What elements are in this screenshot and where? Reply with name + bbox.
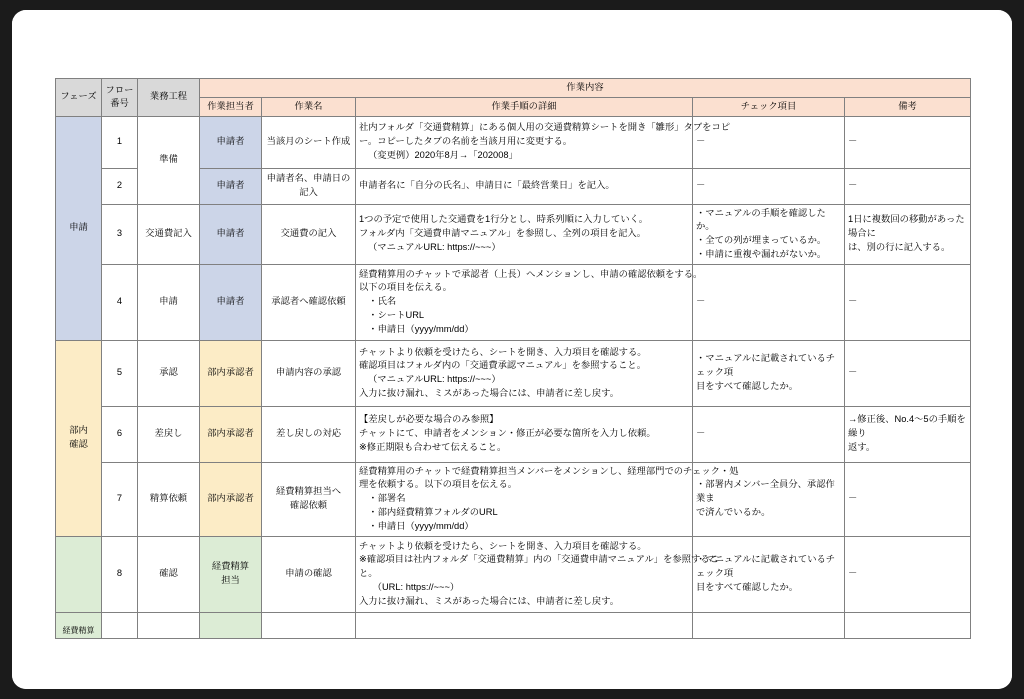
person-cell [200, 536, 262, 612]
header-person: 作業担当者 [200, 97, 262, 116]
person-cell: 申請者 [200, 264, 262, 340]
table-row [56, 116, 971, 168]
check-line: ・部署内メンバー全員分、承認作業ま [696, 479, 835, 504]
process-cell: 精算依頼 [138, 462, 200, 536]
task-name-line2: 確認依頼 [289, 500, 328, 510]
document-canvas [12, 10, 1012, 689]
header-row-top [56, 79, 971, 98]
check-cell [693, 264, 845, 340]
check-line: で済んでいるか。 [696, 506, 771, 517]
remark-cell [845, 116, 971, 168]
remark-line: － [848, 136, 858, 147]
header-remark: 備考 [845, 97, 971, 116]
detail-line: （マニュアルURL: https://~~~） [368, 374, 501, 384]
table-row [56, 340, 971, 406]
task-name-line2: 記入 [299, 187, 318, 197]
remark-line: 1日に複数回の移動があった場合に [848, 214, 965, 239]
table-header [56, 79, 971, 117]
task-name-line1: 申請者名、申請日の [266, 173, 351, 184]
detail-line: ・申請日（yyyy/mm/dd） [359, 323, 474, 334]
person-cell: 申請者 [200, 116, 262, 168]
device-frame [12, 10, 1012, 689]
check-cell [693, 168, 845, 204]
remark-line: →修正後、No.4～5の手順を繰り [848, 414, 966, 439]
remark-line: － [848, 296, 858, 307]
header-flow-no-line2: 番号 [110, 98, 129, 109]
phase-label-line2: 確認 [69, 439, 88, 449]
check-cell [693, 536, 845, 612]
check-cell [693, 340, 845, 406]
remark-cell-clipped [845, 612, 971, 639]
check-line: 目をすべて確認したか。 [696, 581, 799, 592]
header-task-name: 作業名 [262, 97, 356, 116]
check-line: － [696, 180, 706, 191]
detail-line: 経費精算用のチャットで承認者（上長）へメンションし、申請の確認依頼をする。 [359, 268, 703, 279]
remark-cell [845, 536, 971, 612]
check-line: ・全ての列が埋まっているか。 [696, 235, 827, 245]
detail-line: ー。コピーしたタブの名前を当該月用に変更する。 [359, 136, 573, 147]
header-work-content: 作業内容 [200, 79, 971, 98]
detail-line: 入力に抜け漏れ、ミスがあった場合には、申請者に差し戻す。 [359, 595, 620, 606]
table-row [56, 536, 971, 612]
remark-cell [845, 264, 971, 340]
detail-line: （URL: https://~~~） [368, 581, 460, 592]
flow-no-cell: 1 [102, 116, 138, 168]
flow-no-cell: 8 [102, 536, 138, 612]
flow-no-cell: 5 [102, 340, 138, 406]
check-line: 目をすべて確認したか。 [696, 380, 799, 391]
detail-cell [356, 204, 693, 264]
detail-line: 確認項目はフォルダ内の「交通費承認マニュアル」を参照すること。 [359, 360, 646, 371]
flow-sheet [55, 78, 970, 639]
detail-line: 申請者名に「自分の氏名」、申請日に「最終営業日」を記入。 [359, 180, 615, 191]
detail-cell [356, 340, 693, 406]
task-name-cell: 申請内容の承認 [262, 340, 356, 406]
detail-line: 理を依頼する。以下の項目を伝える。 [359, 479, 518, 490]
task-name-cell: 交通費の記入 [262, 204, 356, 264]
remark-cell [845, 204, 971, 264]
person-cell: 部内承認者 [200, 406, 262, 462]
flow-no-cell: 2 [102, 168, 138, 204]
task-name-cell [262, 168, 356, 204]
header-flow-no-line1: フロー [105, 84, 134, 95]
check-line: － [696, 428, 706, 439]
process-cell: 確認 [138, 536, 200, 612]
detail-line: 経費精算用のチャットで経費精算担当メンバーをメンションし、経理部門でのチェック・処 [359, 465, 739, 476]
detail-line: 1つの予定で使用した交通費を1行分とし、時系列順に入力していく。 [359, 214, 649, 225]
remark-line: は、別の行に記入する。 [848, 241, 951, 252]
check-cell [693, 204, 845, 264]
process-cell: 申請 [138, 264, 200, 340]
table-row [56, 462, 971, 536]
flow-no-cell: 6 [102, 406, 138, 462]
phase-cell-dept-check [56, 340, 102, 536]
detail-line: ・部署名 [359, 493, 406, 504]
detail-cell [356, 264, 703, 340]
detail-line: （変更例）2020年8月→「202008」 [368, 149, 518, 160]
remark-line: 返す。 [848, 441, 876, 452]
remark-cell [845, 168, 971, 204]
remark-line: － [848, 493, 858, 504]
table-row [56, 204, 971, 264]
detail-cell [356, 168, 693, 204]
detail-line: 入力に抜け漏れ、ミスがあった場合には、申請者に差し戻す。 [359, 387, 620, 398]
person-line1: 経費精算 [211, 561, 250, 572]
detail-cell-clipped [356, 612, 693, 639]
check-line: ・マニュアルの手順を確認したか。 [696, 207, 826, 232]
process-cell: 交通費記入 [138, 204, 200, 264]
check-line: － [696, 296, 706, 307]
detail-line: チャットにて、申請者をメンション・修正が必要な箇所を入力し依頼。 [359, 428, 656, 439]
person-cell: 申請者 [200, 168, 262, 204]
detail-line: フォルダ内「交通費申請マニュアル」を参照し、全列の項目を記入。 [359, 228, 646, 239]
person-cell: 部内承認者 [200, 462, 262, 536]
check-line: ・申請に重複や漏れがないか。 [696, 248, 827, 259]
detail-line: ・氏名 [359, 296, 397, 307]
header-check: チェック項目 [693, 97, 845, 116]
task-name-line1: 経費精算担当へ [275, 486, 342, 497]
check-line: ・マニュアルに記載されているチェック項 [696, 554, 836, 579]
task-name-cell: 申請の確認 [262, 536, 356, 612]
remark-line: － [848, 568, 858, 579]
header-flow-no [102, 79, 138, 117]
detail-line: チャットより依頼を受けたら、シートを開き、入力項目を確認する。 [359, 540, 647, 551]
process-cell-clipped [138, 612, 200, 639]
task-name-cell [262, 462, 356, 536]
business-flow-table [55, 78, 971, 639]
header-process: 業務工程 [138, 79, 200, 117]
flow-no-cell: 4 [102, 264, 138, 340]
detail-line: 【差戻しが必要な場合のみ参照】 [359, 414, 499, 425]
person-cell: 申請者 [200, 204, 262, 264]
remark-cell [845, 406, 971, 462]
check-line: － [696, 136, 706, 147]
task-name-cell: 当該月のシート作成 [262, 116, 356, 168]
phase-cell-clipped: 経費精算 [56, 612, 102, 639]
process-cell: 承認 [138, 340, 200, 406]
detail-cell [356, 536, 719, 612]
detail-cell [356, 116, 731, 168]
flow-no-cell-clipped [102, 612, 138, 639]
phase-cell-accounting [56, 536, 102, 612]
remark-line: － [848, 367, 858, 378]
detail-line: ・シートURL [359, 309, 425, 320]
detail-line: ・部内経費精算フォルダのURL [359, 506, 498, 517]
table-row-clipped [56, 612, 971, 639]
process-cell: 差戻し [138, 406, 200, 462]
check-cell [693, 406, 845, 462]
detail-line: と。 [359, 568, 378, 579]
remark-cell [845, 462, 971, 536]
detail-line: ※修正期限も合わせて伝えること。 [359, 441, 507, 452]
remark-line: － [848, 180, 858, 191]
phase-label-line1: 部内 [69, 425, 88, 436]
header-phase: フェーズ [56, 79, 102, 117]
detail-line: （マニュアルURL: https://~~~） [368, 241, 501, 252]
check-line: ・マニュアルに記載されているチェック項 [696, 353, 836, 378]
detail-line: ※確認項目は社内フォルダ「交通費精算」内の「交通費申請マニュアル」を参照するこ [359, 554, 719, 565]
table-body [56, 116, 971, 639]
remark-cell [845, 340, 971, 406]
detail-cell [356, 406, 693, 462]
person-line2: 担当 [221, 575, 240, 585]
flow-no-cell: 7 [102, 462, 138, 536]
table-row [56, 406, 971, 462]
table-row [56, 264, 971, 340]
detail-line: ・申請日（yyyy/mm/dd） [359, 520, 474, 531]
task-name-cell: 差し戻しの対応 [262, 406, 356, 462]
task-name-cell-clipped [262, 612, 356, 639]
flow-no-cell: 3 [102, 204, 138, 264]
phase-cell-application: 申請 [56, 116, 102, 340]
detail-line: 社内フォルダ「交通費精算」にある個人用の交通費精算シートを開き「雛形」タブをコピ [359, 122, 731, 133]
detail-line: 以下の項目を伝える。 [359, 282, 452, 293]
person-cell-clipped [200, 612, 262, 639]
process-cell: 準備 [138, 116, 200, 204]
header-detail: 作業手順の詳細 [356, 97, 693, 116]
check-cell-clipped [693, 612, 845, 639]
task-name-cell: 承認者へ確認依頼 [262, 264, 356, 340]
detail-line: チャットより依頼を受けたら、シートを開き、入力項目を確認する。 [359, 346, 647, 357]
person-cell: 部内承認者 [200, 340, 262, 406]
